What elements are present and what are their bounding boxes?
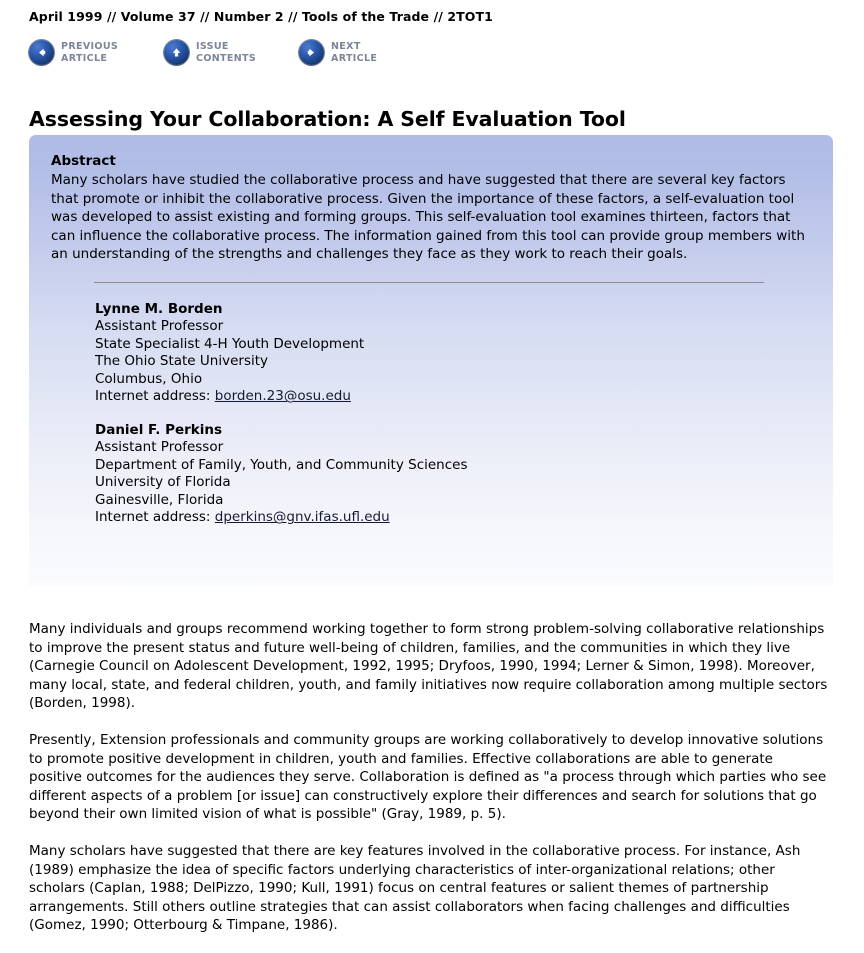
author-title: Assistant Professor [95, 318, 224, 335]
nav-next-line2: ARTICLE [331, 52, 378, 64]
nav-previous-article[interactable] [29, 40, 118, 65]
author-email-link[interactable]: dperkins@gnv.ifas.ufl.edu [214, 509, 390, 526]
body-paragraph: Many individuals and groups recommend working together to form strong problem-solving collaborative relationships to improve the present status and future well-being of children, families, and the communities in which they live (Carnegie Council on Adolescent Development, 1992, 1995; Dryfoos, 1990, 1994; Lerner & Simon, 1998). Moreover, many local, state, and federal children, youth, and family initiatives now require collaboration among multiple sectors (Borden, 1998). [29, 621, 828, 712]
author-email-label: Internet address: [95, 509, 211, 526]
author-email-row [95, 509, 811, 527]
body-paragraph: Presently, Extension professionals and community groups are working collaboratively to develop innovative solutions to promote positive development in children, youth and families. Effective collaborations are able to generate positive outcomes for the audiences they serve. Collaboration is defined as "a process through which parties who see different aspects of a problem [or issue] can constructively explore their differences and search for solutions that go beyond their own limited vision of what is possible" (Gray, 1989, p. 5). [29, 731, 827, 823]
author-title: Assistant Professor [95, 439, 224, 456]
abstract-text: Many scholars have studied the collaborative process and have suggested that there are several key factors that promote or inhibit the collaborative process. Given the importance of these factors, a self-evaluation tool was developed to assist existing and forming groups. This self-evaluation tool examines thirteen, factors that can influence the collaborative process. The information gained from this tool can provide group members with an understanding of the strengths and challenges they face as they work to reach their goals. [51, 172, 805, 263]
nav-issue-contents[interactable] [164, 40, 256, 65]
nav-previous-label [61, 41, 118, 64]
nav-next-label [331, 41, 377, 64]
author-name: Daniel F. Perkins [95, 421, 223, 438]
nav-issue-line2: CONTENTS [196, 52, 257, 64]
author-institution: The Ohio State University [95, 353, 269, 370]
author-location: Columbus, Ohio [95, 370, 203, 387]
abstract-heading: Abstract [51, 153, 116, 169]
author-role: Department of Family, Youth, and Community Sciences [95, 456, 468, 473]
article-body [29, 620, 829, 935]
nav-next-line1: NEXT [331, 41, 361, 52]
arrow-up-icon [164, 40, 189, 65]
nav-issue-label [196, 41, 256, 64]
author-institution: University of Florida [95, 474, 231, 491]
author-email-label: Internet address: [95, 388, 211, 405]
abstract-panel [29, 135, 833, 586]
author-location: Gainesville, Florida [95, 491, 224, 508]
nav-issue-line1: ISSUE [196, 41, 229, 52]
masthead-citation: April 1999 // Volume 37 // Number 2 // Tools of the Trade // 2TOT1 [29, 9, 493, 24]
author-role: State Specialist 4-H Youth Development [95, 335, 365, 352]
body-paragraph: Many scholars have suggested that there are key features involved in the collaborative process. For instance, Ash (1989) emphasize the idea of specific factors underlying characteristics of inter-organizational relations; other scholars (Caplan, 1988; DelPizzo, 1990; Kull, 1991) focus on central features or salient themes of partnership arrangements. Still others outline strategies that can assist collaborators when facing challenges and difficulties (Gomez, 1990; Otterbourg & Timpane, 1986). [29, 842, 801, 934]
author-email-link[interactable]: borden.23@osu.edu [214, 388, 351, 405]
author-email-row [95, 388, 811, 406]
author-name: Lynne M. Borden [95, 300, 223, 317]
author-block [95, 422, 811, 527]
author-block [95, 301, 811, 406]
author-list [51, 301, 811, 527]
nav-previous-line1: PREVIOUS [61, 41, 119, 52]
arrow-right-icon [299, 40, 324, 65]
page-title: Assessing Your Collaboration: A Self Evaluation Tool [29, 106, 626, 131]
nav-next-article[interactable] [299, 40, 377, 65]
abstract-divider [94, 282, 764, 283]
arrow-left-icon [29, 40, 54, 65]
nav-previous-line2: ARTICLE [61, 52, 108, 64]
